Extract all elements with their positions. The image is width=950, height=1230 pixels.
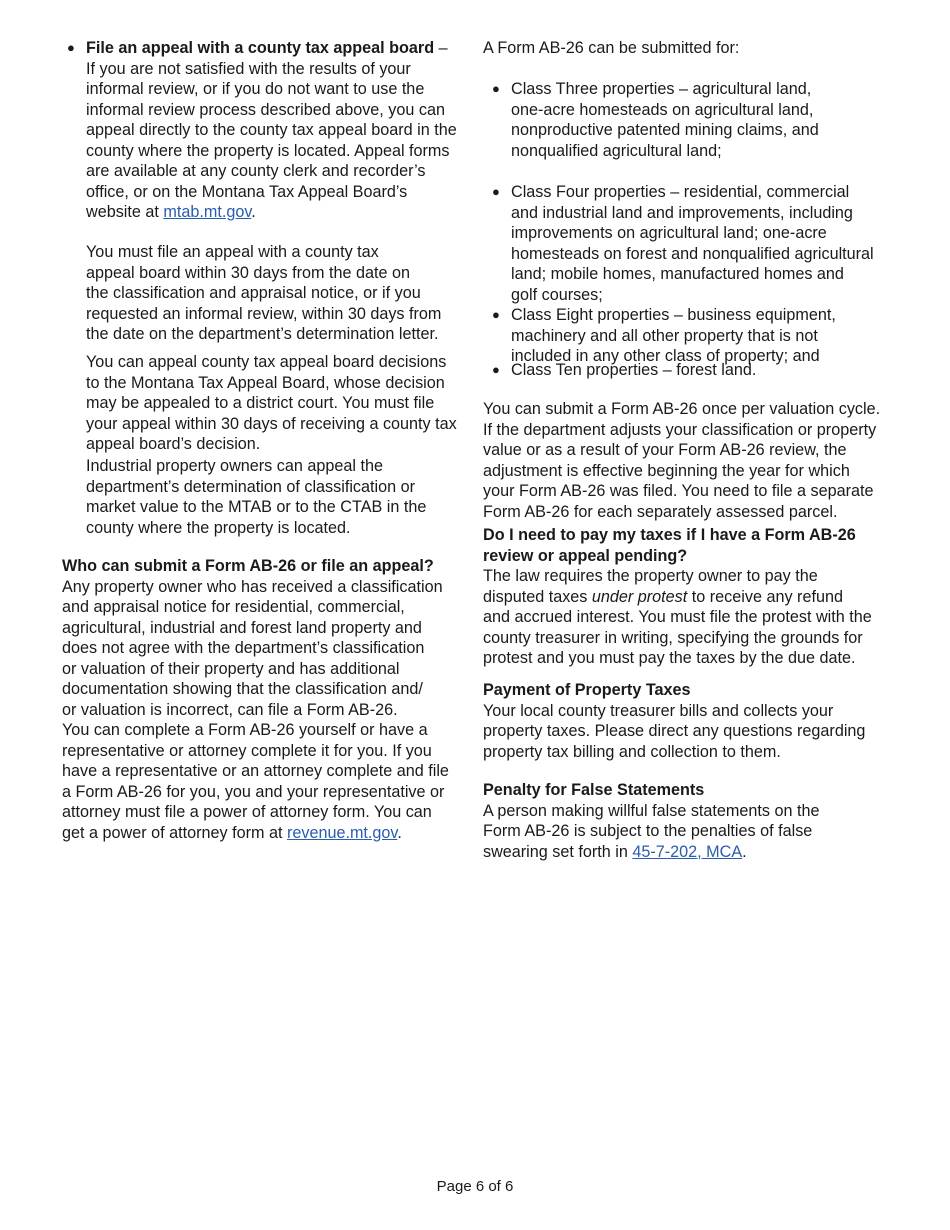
text-line — [483, 587, 872, 608]
text-line — [483, 780, 820, 801]
text-line: requested an informal review, within 30 days from — [86, 304, 442, 323]
text-line: one-acre homesteads on agricultural land, — [511, 100, 814, 119]
text-line: and accrued interest. You must file the protest with the — [483, 608, 872, 626]
text-line: improvements on agricultural land; one-acre — [511, 224, 827, 242]
text-line: homesteads on forest and nonqualified agricultural — [511, 244, 874, 263]
text-line: A Form AB-26 can be submitted for: — [483, 39, 740, 57]
text-line: If the department adjusts your classification or property — [483, 420, 877, 439]
text-line: value or as a result of your Form AB-26 review, the — [483, 441, 847, 459]
text-line: You can appeal county tax appeal board decisions — [86, 353, 447, 371]
page-number: Page 6 of 6 — [436, 1178, 514, 1195]
text-line: A person making willful false statements on the — [483, 801, 820, 820]
left-appeal-deadline — [86, 242, 441, 345]
text: get a power of attorney form at — [62, 823, 287, 842]
left-who-can-submit — [62, 556, 449, 843]
right-class-ten — [492, 360, 757, 381]
text-line: appeal board within 30 days from the date on — [86, 263, 410, 282]
text-line: county where the property is located. Appeal forms — [86, 141, 450, 160]
italic-text: under protest — [591, 587, 688, 606]
text-line: golf courses; — [511, 285, 603, 304]
text-line: If you are not satisfied with the results of your — [86, 59, 411, 78]
text-line: Class Ten properties – forest land. — [511, 361, 757, 379]
right-valuation-cycle — [483, 399, 880, 522]
bold-text: Penalty for False Statements — [483, 781, 705, 799]
right-class-three — [492, 79, 819, 161]
text-line: Form AB-26 is subject to the penalties of false — [483, 822, 813, 840]
text-line: county treasurer in writing, specifying the grounds for — [483, 628, 863, 647]
bold-text: Do I need to pay my taxes if I have a Form AB-26 — [483, 526, 856, 544]
text-line: nonqualified agricultural land; — [511, 141, 722, 160]
text-line: county where the property is located. — [86, 518, 351, 537]
text-line: the date on the department’s determination letter. — [86, 325, 439, 343]
text: disputed taxes — [483, 587, 592, 606]
right-payment — [483, 680, 865, 762]
text-line: You can submit a Form AB-26 once per valuation cycle. — [483, 400, 881, 418]
text-line — [483, 842, 820, 863]
text-line: informal review process described above, you can — [86, 100, 446, 119]
link[interactable]: revenue.mt.gov — [286, 823, 398, 842]
text-line: Class Three properties – agricultural land, — [511, 80, 812, 98]
text-line: and appraisal notice for residential, commercial, — [62, 598, 405, 616]
text-line — [62, 823, 449, 844]
text-line: a Form AB-26 for you, you and your representative or — [62, 782, 445, 801]
text-line: adjustment is effective beginning the year for which — [483, 461, 850, 480]
text-line: the classification and appraisal notice, or if you — [86, 284, 421, 302]
text-line — [86, 202, 457, 223]
bold-text: Who can submit a Form AB-26 or file an appeal? — [62, 557, 434, 575]
text-line: attorney must file a power of attorney form. You can — [62, 803, 432, 821]
left-mtab-appeal — [86, 352, 457, 455]
text-line: Form AB-26 for each separately assessed parcel. — [483, 502, 838, 521]
bullet-icon: ● — [492, 362, 500, 377]
text-line: The law requires the property owner to pay the — [483, 567, 818, 585]
link[interactable]: 45-7-202, MCA — [632, 842, 743, 861]
text-line: Any property owner who has received a classification — [62, 577, 443, 596]
text-line: land; mobile homes, manufactured homes and — [511, 265, 844, 283]
text-line — [62, 556, 449, 577]
text-line: appeal board’s decision. — [86, 435, 261, 453]
text-line: protest and you must pay the taxes by the due date. — [483, 649, 856, 667]
right-pay-taxes — [483, 525, 872, 669]
text-line: your Form AB-26 was filed. You need to file a separate — [483, 482, 874, 500]
text-line: to the Montana Tax Appeal Board, whose decision — [86, 373, 445, 392]
text-line: Class Eight properties – business equipment, — [511, 306, 836, 324]
text-line: have a representative or an attorney complete and file — [62, 762, 449, 780]
bold-text: Payment of Property Taxes — [483, 681, 691, 699]
text-line: informal review, or if you do not want to use the — [86, 80, 425, 98]
text-line: Your local county treasurer bills and collects your — [483, 701, 834, 720]
text-line: appeal directly to the county tax appeal board in the — [86, 121, 457, 139]
text-line: does not agree with the department’s classification — [62, 639, 425, 657]
text-line: Class Four properties – residential, commercial — [511, 183, 850, 201]
text: – — [434, 39, 448, 57]
text: . — [397, 823, 402, 842]
text-line: You can complete a Form AB-26 yourself or have a — [62, 721, 428, 739]
text-line: documentation showing that the classification and/ — [62, 680, 423, 698]
text-line: nonproductive patented mining claims, and — [511, 121, 819, 139]
bullet-icon: ● — [492, 184, 500, 199]
text-line: You must file an appeal with a county tax — [86, 243, 379, 261]
text-line — [483, 525, 872, 546]
bold-text: review or appeal pending? — [483, 546, 688, 565]
right-penalty — [483, 780, 820, 862]
bullet-icon: ● — [67, 40, 75, 55]
left-industrial — [86, 456, 426, 538]
text-line: property tax billing and collection to them. — [483, 742, 781, 761]
text-line: market value to the MTAB or to the CTAB in the — [86, 498, 427, 516]
text-line: and industrial land and improvements, including — [511, 203, 853, 222]
text-line: may be appealed to a district court. You must file — [86, 394, 435, 412]
text-line: machinery and all other property that is not — [511, 326, 818, 345]
text-line — [86, 38, 457, 59]
text-line: department’s determination of classification or — [86, 477, 416, 496]
bullet-icon: ● — [492, 81, 500, 96]
text-line: your appeal within 30 days of receiving a county tax — [86, 414, 457, 433]
text: to receive any refund — [687, 587, 843, 606]
text-line: office, or on the Montana Tax Appeal Board’s — [86, 182, 408, 201]
right-class-eight — [492, 305, 836, 367]
right-class-four — [492, 182, 874, 305]
text-line: Industrial property owners can appeal the — [86, 457, 383, 475]
left-bullet-appeal — [67, 38, 457, 223]
bullet-icon: ● — [492, 307, 500, 322]
text-line: representative or attorney complete it for you. If you — [62, 741, 432, 760]
text: . — [251, 203, 256, 221]
link[interactable]: mtab.mt.gov — [163, 203, 252, 221]
text-line: or valuation is incorrect, can file a Form AB-26. — [62, 700, 398, 719]
text-line — [483, 546, 872, 567]
text-line: included in any other class of property; and — [511, 347, 820, 365]
text-line: are available at any county clerk and recorder’s — [86, 162, 426, 180]
text: swearing set forth in — [483, 842, 633, 861]
text-line: or valuation of their property and has additional — [62, 659, 400, 678]
text: . — [742, 842, 747, 861]
text-line: property taxes. Please direct any questions regarding — [483, 722, 866, 740]
text-line — [483, 680, 865, 701]
text: website at — [86, 203, 164, 221]
text-line: agricultural, industrial and forest land property and — [62, 618, 422, 637]
bold-text: File an appeal with a county tax appeal board — [86, 39, 435, 57]
right-intro — [483, 38, 739, 59]
